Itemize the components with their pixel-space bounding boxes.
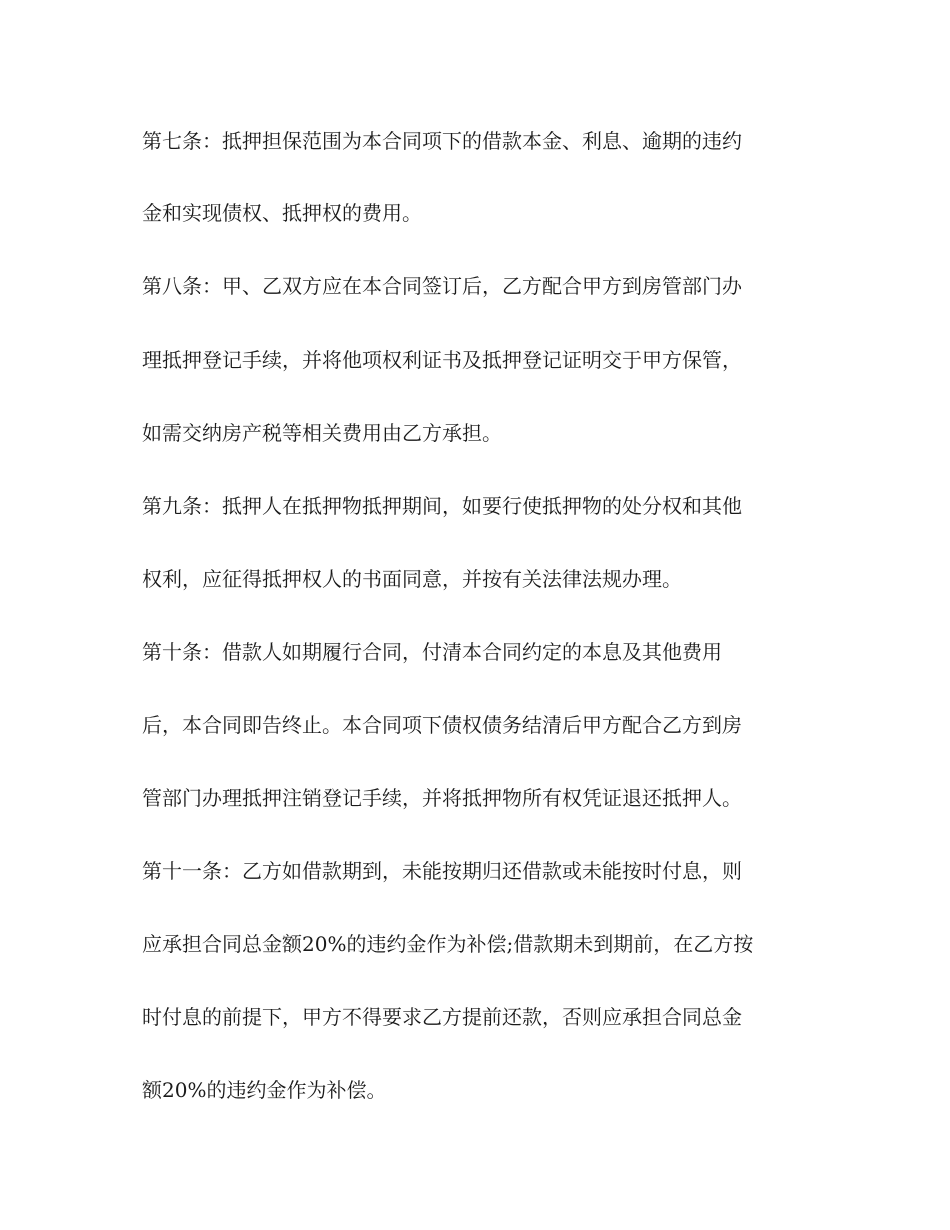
- article-11-line-2: 应承担合同总金额20%的违约金作为补偿;借款期未到期前，在乙方按: [142, 932, 754, 956]
- article-9-line-1: 第九条：抵押人在抵押物抵押期间，如要行使抵押物的处分权和其他: [142, 494, 742, 518]
- article-7-line-1: 第七条：抵押担保范围为本合同项下的借款本金、利息、逾期的违约: [142, 129, 742, 153]
- article-7-line-2: 金和实现债权、抵押权的费用。: [142, 201, 422, 225]
- article-11-line-3: 时付息的前提下，甲方不得要求乙方提前还款，否则应承担合同总金: [142, 1005, 742, 1029]
- article-8-line-2: 理抵押登记手续，并将他项权利证书及抵押登记证明交于甲方保管，: [142, 348, 742, 372]
- article-10-line-1: 第十条：借款人如期履行合同，付清本合同约定的本息及其他费用: [142, 640, 722, 664]
- article-10-line-2: 后，本合同即告终止。本合同项下债权债务结清后甲方配合乙方到房: [142, 713, 742, 737]
- article-8-line-1: 第八条：甲、乙双方应在本合同签订后，乙方配合甲方到房管部门办: [142, 274, 742, 298]
- article-11-line-1: 第十一条：乙方如借款期到，未能按期归还借款或未能按时付息，则: [142, 859, 742, 883]
- article-8-line-3: 如需交纳房产税等相关费用由乙方承担。: [142, 421, 502, 445]
- article-9-line-2: 权利，应征得抵押权人的书面同意，并按有关法律法规办理。: [142, 567, 682, 591]
- article-10-line-3: 管部门办理抵押注销登记手续，并将抵押物所有权凭证退还抵押人。: [142, 786, 742, 810]
- article-11-line-4: 额20%的违约金作为补偿。: [142, 1078, 387, 1102]
